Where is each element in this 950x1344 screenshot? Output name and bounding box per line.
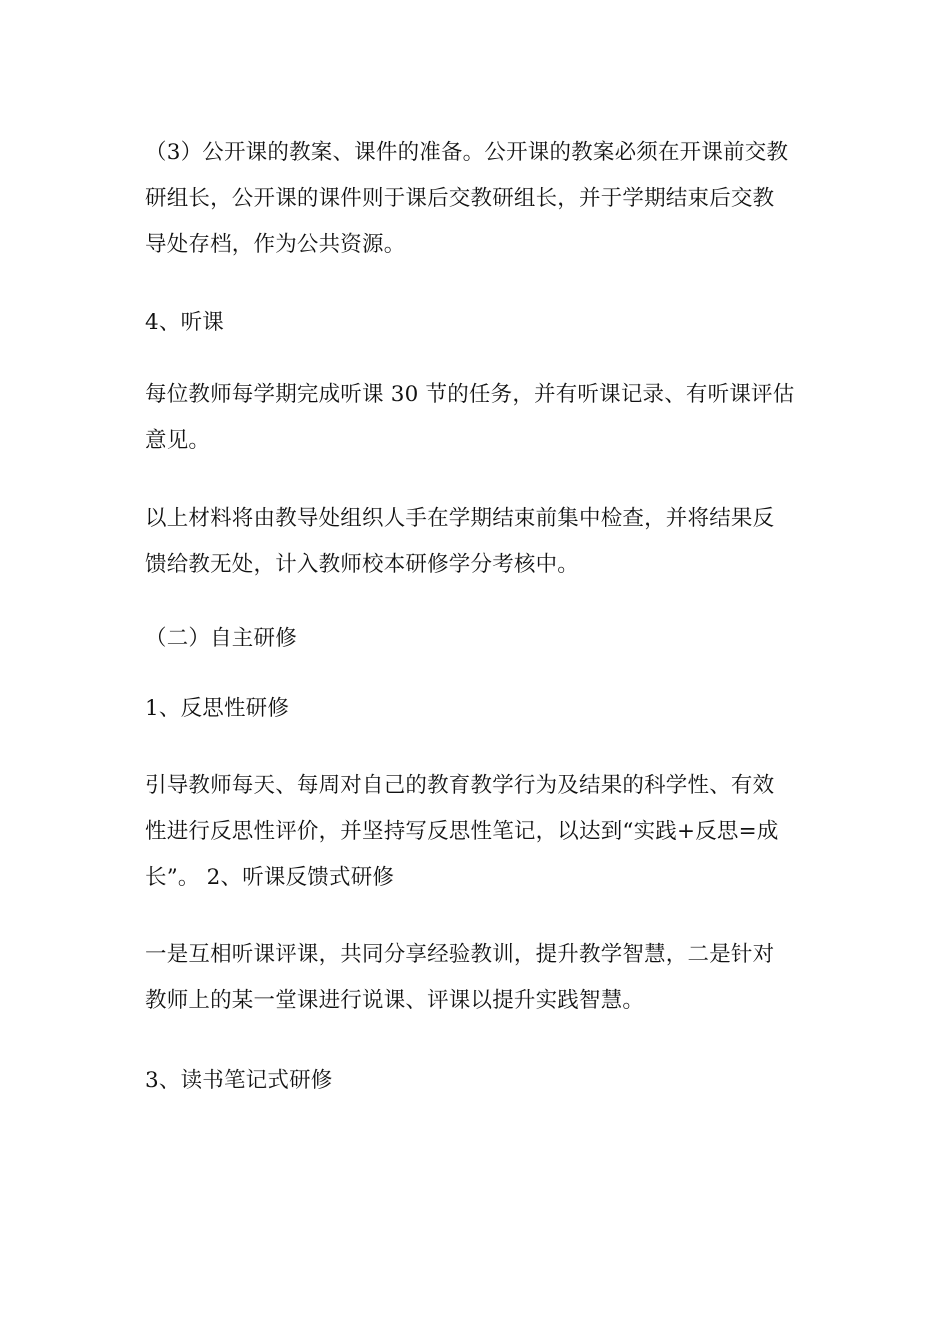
text-line: 研组长，公开课的课件则于课后交教研组长，并于学期结束后交教 xyxy=(145,186,775,211)
paragraph-inspection xyxy=(145,496,815,588)
text-line: 每位教师每学期完成听课 30 节的任务，并有听课记录、有听课评估 xyxy=(145,382,795,407)
text-line: 4、听课 xyxy=(145,310,224,335)
text-line: 意见。 xyxy=(145,428,211,453)
section-heading-reflective-study xyxy=(145,686,815,732)
section-heading-self-study xyxy=(145,616,815,662)
section-heading-listening xyxy=(145,300,815,346)
paragraph-listening-requirement xyxy=(145,372,815,464)
text-line: （3）公开课的教案、课件的准备。公开课的教案必须在开课前交教 xyxy=(145,140,789,165)
text-line: 以上材料将由教导处组织人手在学期结束前集中检查，并将结果反 xyxy=(145,506,775,531)
text-line: 教师上的某一堂课进行说课、评课以提升实践智慧。 xyxy=(145,988,645,1013)
paragraph-open-class-preparation xyxy=(145,130,815,268)
text-line: 馈给教无处，计入教师校本研修学分考核中。 xyxy=(145,552,580,577)
text-line: 引导教师每天、每周对自己的教育教学行为及结果的科学性、有效 xyxy=(145,773,775,798)
section-heading-reading-notes xyxy=(145,1058,815,1104)
text-line: 导处存档，作为公共资源。 xyxy=(145,232,406,257)
text-line: 一是互相听课评课，共同分享经验教训，提升教学智慧，二是针对 xyxy=(145,942,775,967)
paragraph-peer-review xyxy=(145,932,815,1024)
text-line: （二）自主研修 xyxy=(145,626,297,651)
text-line: 1、反思性研修 xyxy=(145,696,290,721)
text-line: 3、读书笔记式研修 xyxy=(145,1068,333,1093)
paragraph-reflective-study xyxy=(145,763,815,901)
text-line: 长”。 2、听课反馈式研修 xyxy=(145,865,395,890)
text-line: 性进行反思性评价，并坚持写反思性笔记，以达到“实践+反思=成 xyxy=(145,819,779,844)
